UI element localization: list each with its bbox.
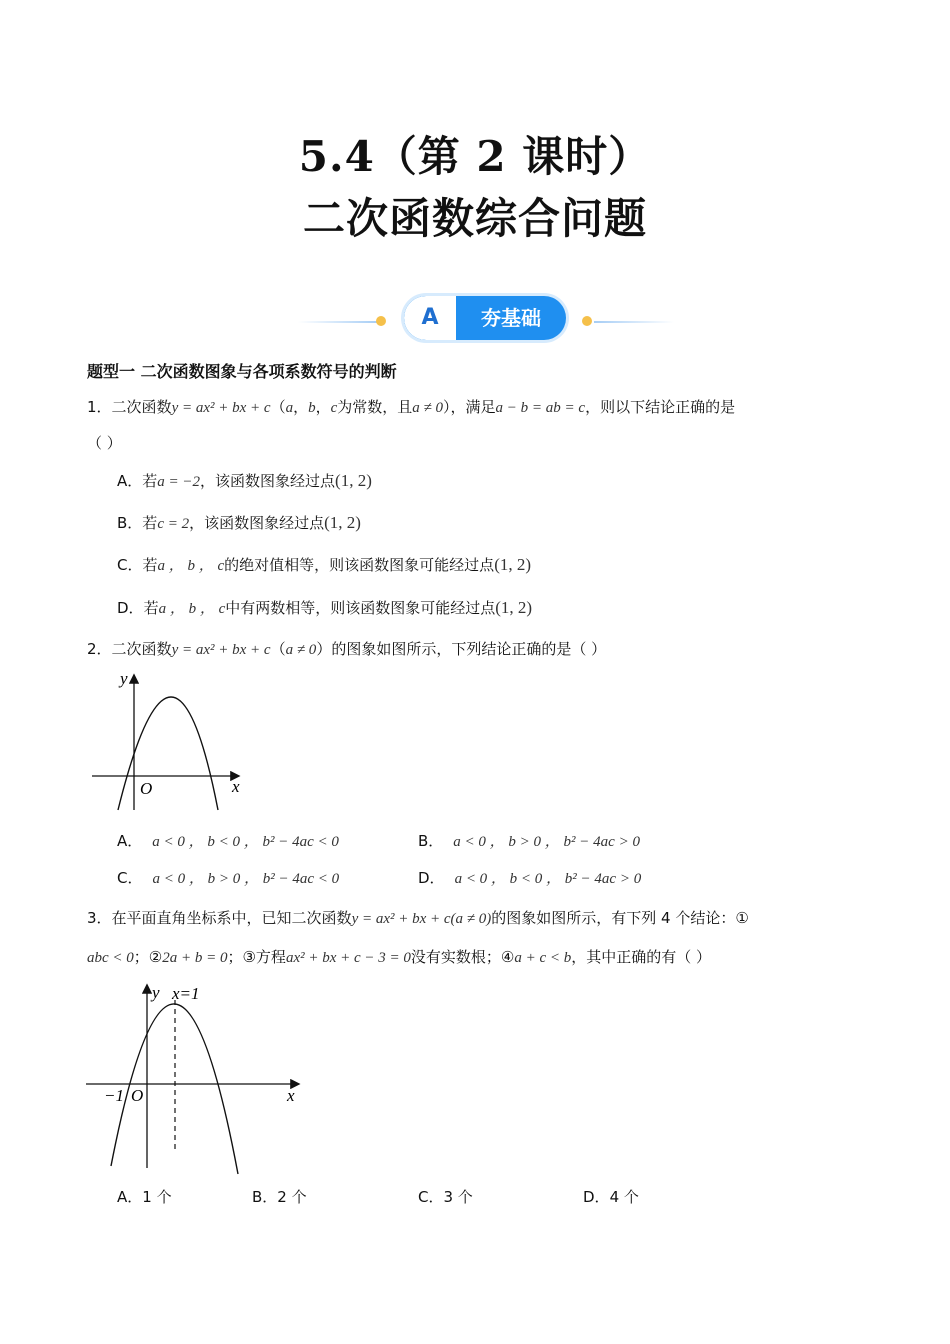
option-label: B． — [117, 514, 143, 532]
option-text: 1 个 — [142, 1188, 172, 1206]
q1-text: （ — [270, 398, 286, 416]
q3-formula: y = ax² + bx + c(a ≠ 0) — [351, 911, 492, 927]
right-divider-line — [594, 321, 674, 323]
q3-option-b[interactable] — [252, 1186, 307, 1207]
badge-letter: A — [404, 296, 456, 340]
option-point: (1, 2) — [495, 598, 533, 617]
origin-label: O — [140, 779, 153, 798]
q2-formula: a ≠ 0 — [285, 642, 317, 658]
option-formula: c = 2 — [157, 516, 190, 532]
q2-option-d[interactable] — [418, 867, 641, 888]
neg-one-label: −1 — [104, 1086, 124, 1105]
q2-option-c[interactable] — [117, 867, 339, 888]
q3-option-c[interactable] — [418, 1186, 473, 1207]
option-label: B． — [418, 832, 444, 850]
question-number: 3． — [87, 909, 112, 927]
option-text: 若 — [142, 472, 158, 490]
parabola-curve — [118, 697, 218, 810]
symmetry-axis-label: x=1 — [172, 984, 200, 1003]
q1-var: a — [285, 400, 294, 416]
q3-text: 的图象如图所示，有下列 4 个结论：① — [491, 909, 749, 927]
y-axis-label: y — [152, 983, 160, 1002]
option-label: A． — [117, 832, 143, 850]
q2-option-a[interactable] — [117, 830, 339, 851]
q3-formula: abc < 0 — [87, 950, 134, 966]
question-1 — [87, 396, 735, 417]
x-axis-label: x — [232, 777, 240, 796]
q3-text: ，其中正确的有（ ） — [571, 948, 712, 966]
q1-var: c — [330, 400, 338, 416]
option-formula: a = −2 — [157, 474, 201, 490]
q3-formula: a + c < b — [514, 950, 572, 966]
q3-text: ；③方程 — [227, 948, 286, 966]
option-text: 若 — [142, 556, 158, 574]
q1-formula: y = ax² + bx + c — [171, 400, 271, 416]
option-text: 2 个 — [277, 1188, 307, 1206]
question-3-line1 — [87, 907, 749, 928]
option-label: C． — [418, 1188, 444, 1206]
q3-formula: ax² + bx + c − 3 = 0 — [285, 950, 411, 966]
q1-option-a[interactable] — [117, 470, 372, 491]
y-axis-label: y — [120, 669, 128, 688]
option-text: 的绝对值相等，则该函数图象可能经过点 — [224, 556, 495, 574]
option-label: B． — [252, 1188, 278, 1206]
q2-text: 二次函数 — [111, 640, 172, 658]
section-heading: 题型一 二次函数图象与各项系数符号的判断 — [87, 362, 397, 381]
option-label: C． — [117, 869, 143, 887]
q1-option-b[interactable] — [117, 512, 361, 533]
q1-text: 为常数，且 — [337, 398, 413, 416]
q2-formula: y = ax² + bx + c — [171, 642, 271, 658]
left-dot — [376, 316, 386, 326]
option-label: D． — [117, 599, 144, 617]
question-2 — [87, 638, 606, 659]
q3-text: ；② — [133, 948, 163, 966]
option-text: 中有两数相等，则该函数图象可能经过点 — [225, 599, 496, 617]
q2-parabola-graph — [88, 668, 248, 814]
option-text: 若 — [143, 599, 159, 617]
option-text: ，该函数图象经过点 — [200, 472, 336, 490]
left-divider-line — [298, 321, 378, 323]
option-point: (1, 2) — [324, 513, 361, 532]
right-dot — [582, 316, 592, 326]
answer-paren: （ ） — [87, 434, 122, 452]
q3-text: 在平面直角坐标系中，已知二次函数 — [111, 909, 352, 927]
option-label: A． — [117, 472, 143, 490]
q3-option-d[interactable] — [583, 1186, 639, 1207]
option-point: (1, 2) — [494, 555, 532, 574]
q1-option-c[interactable] — [117, 554, 531, 575]
q2-text: （ — [270, 640, 286, 658]
section-badge — [404, 296, 566, 340]
q1-text: ），满足 — [443, 398, 496, 416]
q1-text: ， — [315, 398, 331, 416]
q3-parabola-graph — [84, 980, 306, 1176]
q1-formula: a − b = ab = c — [495, 400, 586, 416]
option-formula: a ， b ， c — [157, 558, 225, 574]
q2-option-b[interactable] — [418, 830, 640, 851]
question-number: 1． — [87, 398, 112, 416]
origin-label: O — [131, 1086, 144, 1105]
option-text: 3 个 — [443, 1188, 473, 1206]
page-title-line2: 二次函数综合问题 — [302, 194, 647, 243]
option-formula: a < 0 ， b > 0 ， b² − 4ac < 0 — [152, 871, 340, 887]
q3-text: 没有实数根；④ — [410, 948, 515, 966]
option-label: D． — [583, 1188, 610, 1206]
q1-var: b — [308, 400, 316, 416]
q1-text: ，则以下结论正确的是 — [585, 398, 736, 416]
page-title-line1: 5.4（第 2 课时） — [298, 132, 652, 181]
option-formula: a ， b ， c — [158, 601, 226, 617]
badge-label: 夯基础 — [481, 306, 541, 330]
option-text: ，该函数图象经过点 — [189, 514, 325, 532]
option-text: 若 — [142, 514, 158, 532]
option-formula: a < 0 ， b < 0 ， b² − 4ac > 0 — [454, 871, 642, 887]
q3-option-a[interactable] — [117, 1186, 172, 1207]
option-formula: a < 0 ， b > 0 ， b² − 4ac > 0 — [453, 834, 640, 850]
q1-text: ， — [293, 398, 309, 416]
question-3-line2 — [87, 946, 711, 967]
option-point: (1, 2) — [335, 471, 372, 490]
q1-text: 二次函数 — [111, 398, 172, 416]
q3-formula: 2a + b = 0 — [162, 950, 228, 966]
question-number: 2． — [87, 640, 112, 658]
x-axis-label: x — [287, 1086, 295, 1105]
option-label: C． — [117, 556, 143, 574]
option-text: 4 个 — [609, 1188, 639, 1206]
q1-option-d[interactable] — [117, 597, 532, 618]
option-label: D． — [418, 869, 445, 887]
q2-text: ）的图象如图所示，下列结论正确的是（ ） — [316, 640, 607, 658]
option-formula: a < 0 ， b < 0 ， b² − 4ac < 0 — [152, 834, 339, 850]
option-label: A． — [117, 1188, 143, 1206]
q1-formula: a ≠ 0 — [412, 400, 444, 416]
